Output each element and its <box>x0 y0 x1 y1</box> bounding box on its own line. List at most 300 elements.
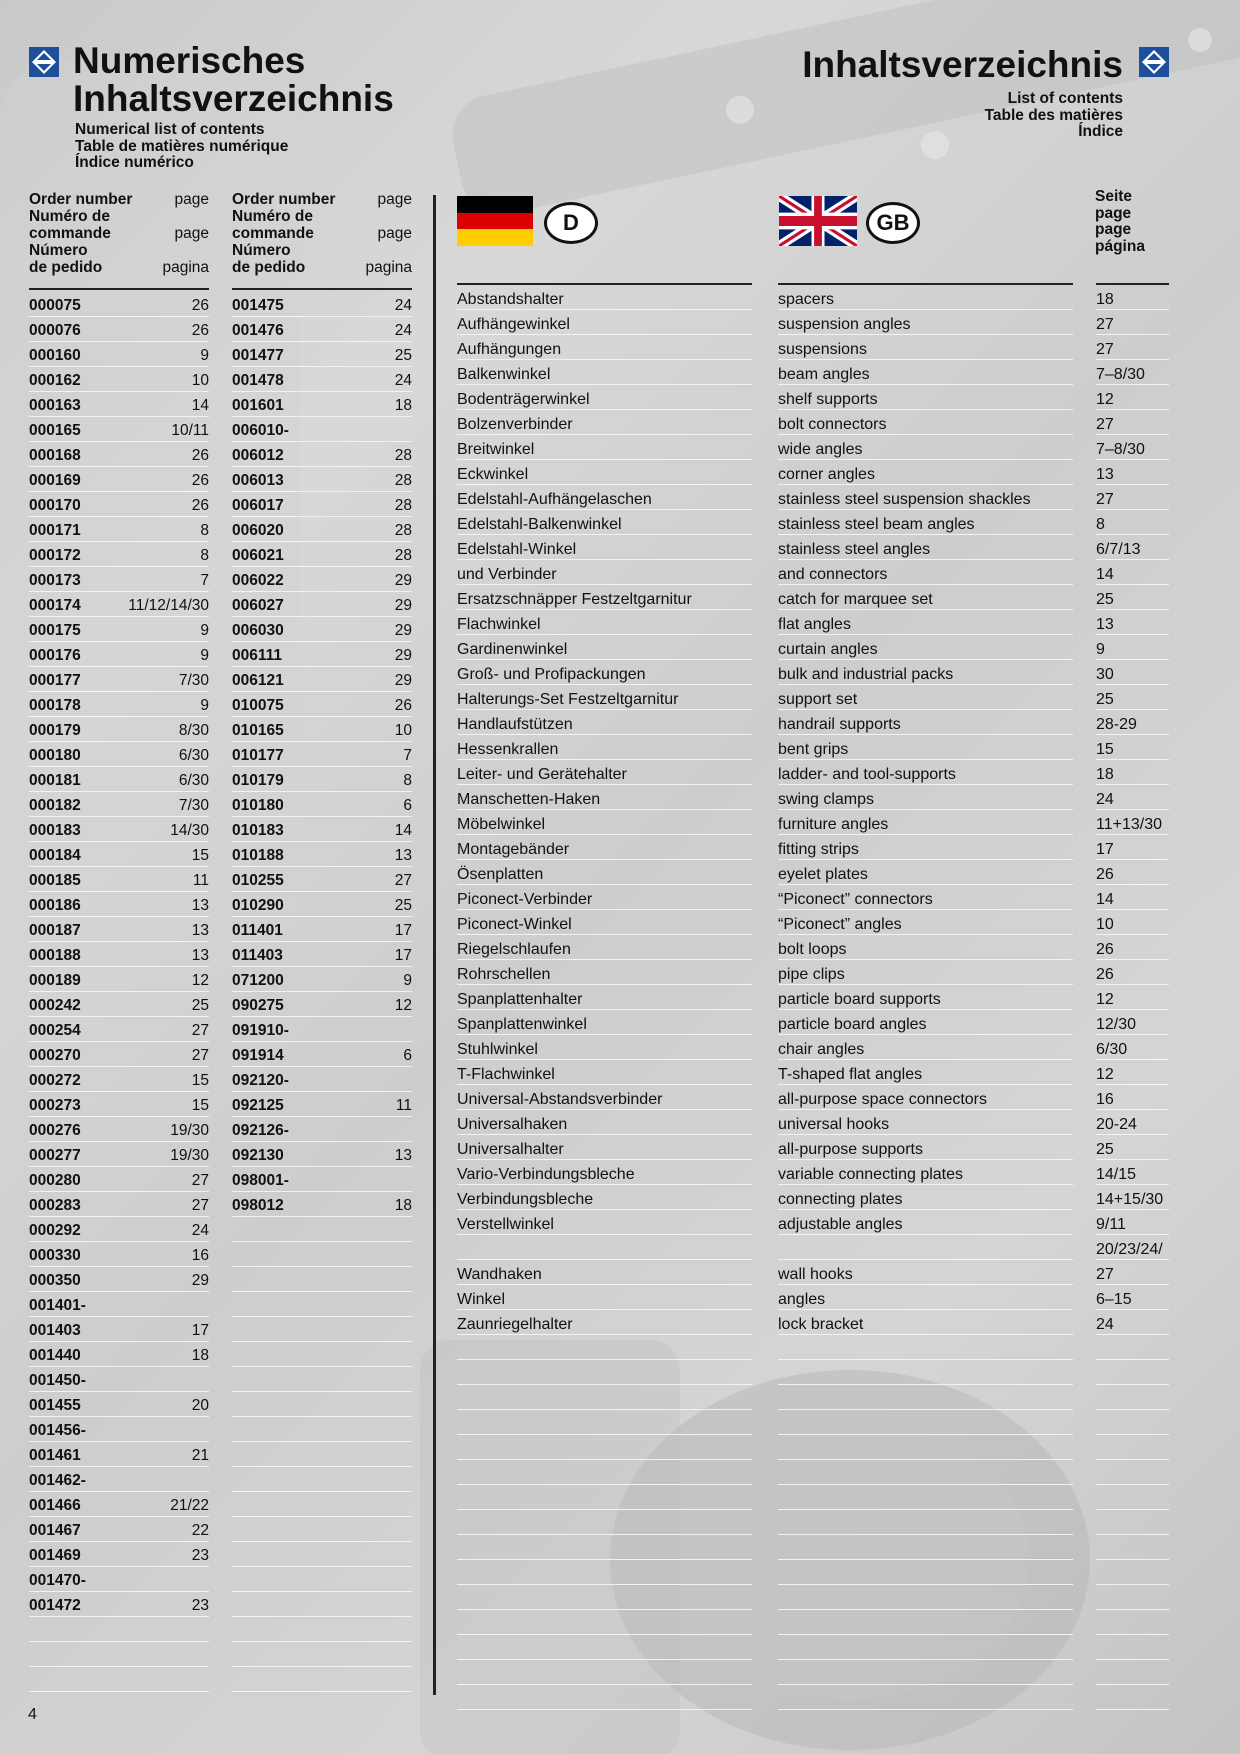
order-row <box>232 1567 412 1592</box>
german-term: T-Flachwinkel <box>457 1060 752 1085</box>
english-term <box>778 1510 1073 1535</box>
order-number: 011401 <box>232 922 283 939</box>
english-term: universal hooks <box>778 1110 1073 1135</box>
english-term: spacers <box>778 285 1073 310</box>
page-reference: 30 <box>1096 660 1169 685</box>
order-row <box>29 942 209 967</box>
order-row <box>232 392 412 417</box>
order-row <box>232 567 412 592</box>
order-page: 7/30 <box>178 797 209 814</box>
page-reference: 12 <box>1096 385 1169 410</box>
header-page-label: page <box>174 191 209 208</box>
order-number: 006012 <box>232 447 284 464</box>
page-title-left-line1: Numerisches <box>73 40 306 81</box>
order-page: 13 <box>394 1147 412 1164</box>
english-term <box>778 1560 1073 1585</box>
order-row <box>29 1092 209 1117</box>
order-row <box>29 742 209 767</box>
page-title-left <box>73 42 394 118</box>
order-number: 000163 <box>29 397 81 414</box>
order-page: 10/11 <box>171 422 209 439</box>
order-page: 28 <box>394 472 412 489</box>
page-reference: 20/23/24/ <box>1096 1235 1169 1260</box>
order-number: 010180 <box>232 797 284 814</box>
english-term: fitting strips <box>778 835 1073 860</box>
page-reference: 12/30 <box>1096 1010 1169 1035</box>
header-label: de pedido <box>232 259 306 276</box>
order-number: 000173 <box>29 572 81 589</box>
order-row <box>232 342 412 367</box>
page-reference: 18 <box>1096 285 1169 310</box>
english-term <box>778 1685 1073 1710</box>
order-row <box>232 317 412 342</box>
order-number: 001403 <box>29 1322 81 1339</box>
german-term: Ersatzschnäpper Festzeltgarnitur <box>457 585 752 610</box>
german-term: Piconect-Verbinder <box>457 885 752 910</box>
page-reference: 27 <box>1096 335 1169 360</box>
page-reference: 17 <box>1096 835 1169 860</box>
order-number: 001401- <box>29 1297 86 1314</box>
order-number: 000182 <box>29 797 81 814</box>
order-page: 20 <box>191 1397 209 1414</box>
german-term: Stuhlwinkel <box>457 1035 752 1060</box>
order-page: 27 <box>191 1172 209 1189</box>
german-terms-column <box>457 283 752 1710</box>
order-row <box>232 1667 412 1692</box>
order-page: 24 <box>394 322 412 339</box>
header-label: Seite <box>1095 188 1133 205</box>
order-page: 26 <box>191 497 209 514</box>
order-row <box>232 692 412 717</box>
english-term: flat angles <box>778 610 1073 635</box>
order-row <box>232 1192 412 1217</box>
order-number: 000292 <box>29 1222 81 1239</box>
order-row <box>232 1617 412 1642</box>
order-number: 001461 <box>29 1447 81 1464</box>
german-term: Bodenträgerwinkel <box>457 385 752 410</box>
english-term <box>778 1385 1073 1410</box>
order-row <box>29 1292 209 1317</box>
order-row <box>29 1467 209 1492</box>
page-reference: 25 <box>1096 585 1169 610</box>
order-row <box>232 1067 412 1092</box>
subtitle: Table des matières <box>984 106 1123 124</box>
german-term: Piconect-Winkel <box>457 910 752 935</box>
english-term: catch for marquee set <box>778 585 1073 610</box>
order-page: 27 <box>191 1047 209 1064</box>
order-page: 8/30 <box>178 722 209 739</box>
order-page: 22 <box>191 1522 209 1539</box>
german-term: Ösenplatten <box>457 860 752 885</box>
order-number: 098012 <box>232 1197 284 1214</box>
english-term: “Piconect” connectors <box>778 885 1073 910</box>
german-term <box>457 1460 752 1485</box>
german-term: Edelstahl-Aufhängelaschen <box>457 485 752 510</box>
german-term <box>457 1410 752 1435</box>
page-reference: 16 <box>1096 1085 1169 1110</box>
order-column-header <box>232 192 412 290</box>
order-number: 092125 <box>232 1097 284 1114</box>
page-reference: 15 <box>1096 735 1169 760</box>
order-row <box>232 892 412 917</box>
german-term: Spanplattenhalter <box>457 985 752 1010</box>
header-page-label: page <box>174 225 209 242</box>
english-term: angles <box>778 1285 1073 1310</box>
order-row <box>232 1317 412 1342</box>
order-number: 001470- <box>29 1572 86 1589</box>
order-row <box>232 1592 412 1617</box>
english-term: T-shaped flat angles <box>778 1060 1073 1085</box>
order-page: 21 <box>191 1447 209 1464</box>
german-term <box>457 1560 752 1585</box>
german-term: Möbelwinkel <box>457 810 752 835</box>
german-term: und Verbinder <box>457 560 752 585</box>
german-term: Vario-Verbindungsbleche <box>457 1160 752 1185</box>
order-row <box>29 1417 209 1442</box>
english-term: all-purpose space connectors <box>778 1085 1073 1110</box>
order-page: 19/30 <box>170 1147 209 1164</box>
header-label: Order number <box>29 191 133 208</box>
order-number: 000242 <box>29 997 81 1014</box>
order-row <box>29 792 209 817</box>
page-reference <box>1096 1360 1169 1385</box>
order-row <box>232 717 412 742</box>
page-reference: 12 <box>1096 985 1169 1010</box>
order-row <box>232 367 412 392</box>
german-term: Universalhalter <box>457 1135 752 1160</box>
order-number: 006017 <box>232 497 284 514</box>
page-reference <box>1096 1460 1169 1485</box>
order-page: 24 <box>394 297 412 314</box>
english-term: wide angles <box>778 435 1073 460</box>
order-row <box>29 567 209 592</box>
page-reference: 14/15 <box>1096 1160 1169 1185</box>
page-reference <box>1096 1610 1169 1635</box>
order-number: 001469 <box>29 1547 81 1564</box>
english-term: eyelet plates <box>778 860 1073 885</box>
order-number: 000254 <box>29 1022 81 1039</box>
order-page: 27 <box>191 1197 209 1214</box>
english-term: variable connecting plates <box>778 1160 1073 1185</box>
order-page: 14/30 <box>170 822 209 839</box>
order-row <box>29 542 209 567</box>
german-term <box>457 1685 752 1710</box>
order-row <box>232 1342 412 1367</box>
english-term <box>778 1335 1073 1360</box>
subtitle: Numerical list of contents <box>75 121 265 138</box>
german-term: Flachwinkel <box>457 610 752 635</box>
german-term <box>457 1535 752 1560</box>
order-page: 17 <box>394 922 412 939</box>
subtitle: Índice <box>1078 123 1123 140</box>
order-number: 000350 <box>29 1272 81 1289</box>
order-number: 001475 <box>232 297 284 314</box>
english-term: swing clamps <box>778 785 1073 810</box>
german-term <box>457 1235 752 1260</box>
page-reference: 11+13/30 <box>1096 810 1169 835</box>
order-number: 001478 <box>232 372 284 389</box>
german-term: Manschetten-Haken <box>457 785 752 810</box>
order-number: 006022 <box>232 572 284 589</box>
order-number: 010177 <box>232 747 284 764</box>
order-number: 006027 <box>232 597 284 614</box>
order-row <box>232 1367 412 1392</box>
order-page: 29 <box>394 572 412 589</box>
english-term <box>778 1585 1073 1610</box>
order-number: 010179 <box>232 772 284 789</box>
order-page: 28 <box>394 497 412 514</box>
order-number: 000177 <box>29 672 81 689</box>
order-number: 001466 <box>29 1497 81 1514</box>
order-number: 001450- <box>29 1372 86 1389</box>
order-row <box>29 717 209 742</box>
order-row <box>29 1367 209 1392</box>
german-term: Halterungs-Set Festzeltgarnitur <box>457 685 752 710</box>
order-column-header <box>29 192 209 290</box>
order-number: 000162 <box>29 372 81 389</box>
order-number: 001462- <box>29 1472 86 1489</box>
page-reference: 9/11 <box>1096 1210 1169 1235</box>
page-reference <box>1096 1685 1169 1710</box>
header-page-label: page <box>377 225 412 242</box>
order-number: 000170 <box>29 497 81 514</box>
order-row <box>232 1542 412 1567</box>
order-row <box>29 1517 209 1542</box>
page-reference <box>1096 1385 1169 1410</box>
order-number: 000188 <box>29 947 81 964</box>
order-page: 8 <box>200 522 209 539</box>
page-reference <box>1096 1535 1169 1560</box>
order-number: 006121 <box>232 672 284 689</box>
order-page: 15 <box>191 1097 209 1114</box>
order-row <box>29 1267 209 1292</box>
english-term: ladder- and tool-supports <box>778 760 1073 785</box>
order-page: 9 <box>200 347 209 364</box>
order-number: 071200 <box>232 972 284 989</box>
english-term <box>778 1610 1073 1635</box>
german-term: Balkenwinkel <box>457 360 752 385</box>
order-row <box>29 1142 209 1167</box>
subtitle: Índice numérico <box>75 154 194 171</box>
order-page: 6/30 <box>178 747 209 764</box>
page-reference: 24 <box>1096 785 1169 810</box>
order-page: 28 <box>394 547 412 564</box>
page-reference: 26 <box>1096 960 1169 985</box>
order-page: 23 <box>191 1547 209 1564</box>
order-row <box>232 1492 412 1517</box>
english-term: lock bracket <box>778 1310 1073 1335</box>
german-term: Edelstahl-Balkenwinkel <box>457 510 752 535</box>
order-row <box>29 1242 209 1267</box>
order-number: 000176 <box>29 647 81 664</box>
order-row <box>232 792 412 817</box>
german-term: Winkel <box>457 1285 752 1310</box>
header-page-label: pagina <box>162 259 209 276</box>
page-reference: 27 <box>1096 485 1169 510</box>
order-number: 001476 <box>232 322 284 339</box>
header-label: Número <box>29 242 88 259</box>
order-number: 000184 <box>29 847 81 864</box>
order-row <box>232 1217 412 1242</box>
order-row <box>29 1342 209 1367</box>
order-number: 001455 <box>29 1397 81 1414</box>
order-page: 15 <box>191 847 209 864</box>
page-reference: 6/30 <box>1096 1035 1169 1060</box>
order-number: 000174 <box>29 597 81 614</box>
order-number: 000179 <box>29 722 81 739</box>
order-row <box>232 467 412 492</box>
order-page: 15 <box>191 1072 209 1089</box>
english-term: chair angles <box>778 1035 1073 1060</box>
order-row <box>232 1017 412 1042</box>
order-row <box>232 742 412 767</box>
german-term <box>457 1585 752 1610</box>
english-term: curtain angles <box>778 635 1073 660</box>
order-row <box>29 392 209 417</box>
order-page: 25 <box>191 997 209 1014</box>
header-page-label: pagina <box>365 259 412 276</box>
order-number: 010255 <box>232 872 284 889</box>
order-number: 092120- <box>232 1072 289 1089</box>
header-label: Número <box>232 242 291 259</box>
english-term: bolt loops <box>778 935 1073 960</box>
page-reference: 9 <box>1096 635 1169 660</box>
order-number: 000272 <box>29 1072 81 1089</box>
order-number: 091914 <box>232 1047 284 1064</box>
german-term: Wandhaken <box>457 1260 752 1285</box>
order-row <box>29 467 209 492</box>
german-term: Verstellwinkel <box>457 1210 752 1235</box>
order-number: 010188 <box>232 847 284 864</box>
order-row <box>232 992 412 1017</box>
order-number: 006021 <box>232 547 284 564</box>
order-number: 001601 <box>232 397 284 414</box>
german-term <box>457 1610 752 1635</box>
order-page: 7/30 <box>178 672 209 689</box>
order-page: 26 <box>191 297 209 314</box>
subtitle: List of contents <box>1007 90 1123 107</box>
order-row <box>29 1667 209 1692</box>
order-row <box>232 1517 412 1542</box>
column-divider <box>433 195 436 1695</box>
page-title-left-line2: Inhaltsverzeichnis <box>73 78 394 119</box>
order-page: 28 <box>394 447 412 464</box>
german-flag-icon <box>457 196 533 251</box>
german-term <box>457 1435 752 1460</box>
order-number: 000186 <box>29 897 81 914</box>
order-row <box>29 1217 209 1242</box>
order-number: 010165 <box>232 722 284 739</box>
order-row <box>29 1542 209 1567</box>
page-reference: 28-29 <box>1096 710 1169 735</box>
order-row <box>232 842 412 867</box>
order-page: 24 <box>394 372 412 389</box>
order-number: 000181 <box>29 772 81 789</box>
page-reference: 20-24 <box>1096 1110 1169 1135</box>
german-term: Hessenkrallen <box>457 735 752 760</box>
english-term: wall hooks <box>778 1260 1073 1285</box>
order-page: 24 <box>191 1222 209 1239</box>
order-number: 000330 <box>29 1247 81 1264</box>
order-row <box>232 667 412 692</box>
english-term <box>778 1535 1073 1560</box>
english-term: particle board angles <box>778 1010 1073 1035</box>
order-number: 000273 <box>29 1097 81 1114</box>
order-row <box>29 417 209 442</box>
order-number-column-2 <box>232 192 412 1692</box>
order-row <box>29 1067 209 1092</box>
order-page: 7 <box>200 572 209 589</box>
english-term <box>778 1635 1073 1660</box>
order-page: 14 <box>394 822 412 839</box>
order-row <box>29 967 209 992</box>
order-row <box>29 1317 209 1342</box>
order-page: 28 <box>394 522 412 539</box>
english-term: suspension angles <box>778 310 1073 335</box>
order-row <box>232 617 412 642</box>
order-page: 16 <box>191 1247 209 1264</box>
order-row <box>29 342 209 367</box>
order-page: 9 <box>200 647 209 664</box>
german-term: Riegelschlaufen <box>457 935 752 960</box>
order-number: 010075 <box>232 697 284 714</box>
page-reference <box>1096 1660 1169 1685</box>
order-page: 25 <box>394 347 412 364</box>
page-reference <box>1096 1560 1169 1585</box>
order-number: 000168 <box>29 447 81 464</box>
page-reference: 26 <box>1096 935 1169 960</box>
order-number: 000280 <box>29 1172 81 1189</box>
order-number: 000169 <box>29 472 81 489</box>
english-term: support set <box>778 685 1073 710</box>
page-reference <box>1096 1435 1169 1460</box>
order-row <box>232 1467 412 1492</box>
order-page: 18 <box>394 1197 412 1214</box>
order-row <box>29 492 209 517</box>
order-page: 26 <box>191 472 209 489</box>
order-row <box>29 1042 209 1067</box>
german-term: Universal-Abstandsverbinder <box>457 1085 752 1110</box>
page-reference: 26 <box>1096 860 1169 885</box>
order-row <box>232 767 412 792</box>
order-page: 12 <box>394 997 412 1014</box>
order-row <box>29 1192 209 1217</box>
page-subtitles-left <box>75 122 288 172</box>
german-term: Handlaufstützen <box>457 710 752 735</box>
order-number: 001440 <box>29 1347 81 1364</box>
order-page: 29 <box>394 672 412 689</box>
order-row <box>232 1117 412 1142</box>
order-row <box>29 692 209 717</box>
order-row <box>29 867 209 892</box>
order-row <box>232 1292 412 1317</box>
brand-logo-icon <box>29 47 59 77</box>
order-number: 010290 <box>232 897 284 914</box>
german-term: Groß- und Profipackungen <box>457 660 752 685</box>
german-term: Leiter- und Gerätehalter <box>457 760 752 785</box>
order-row <box>29 1642 209 1667</box>
order-number: 001456- <box>29 1422 86 1439</box>
order-row <box>232 592 412 617</box>
order-number: 000189 <box>29 972 81 989</box>
page-reference: 14 <box>1096 885 1169 910</box>
english-term <box>778 1410 1073 1435</box>
order-row <box>29 617 209 642</box>
order-page: 17 <box>191 1322 209 1339</box>
order-row <box>232 1392 412 1417</box>
order-row <box>29 817 209 842</box>
order-row <box>29 1117 209 1142</box>
